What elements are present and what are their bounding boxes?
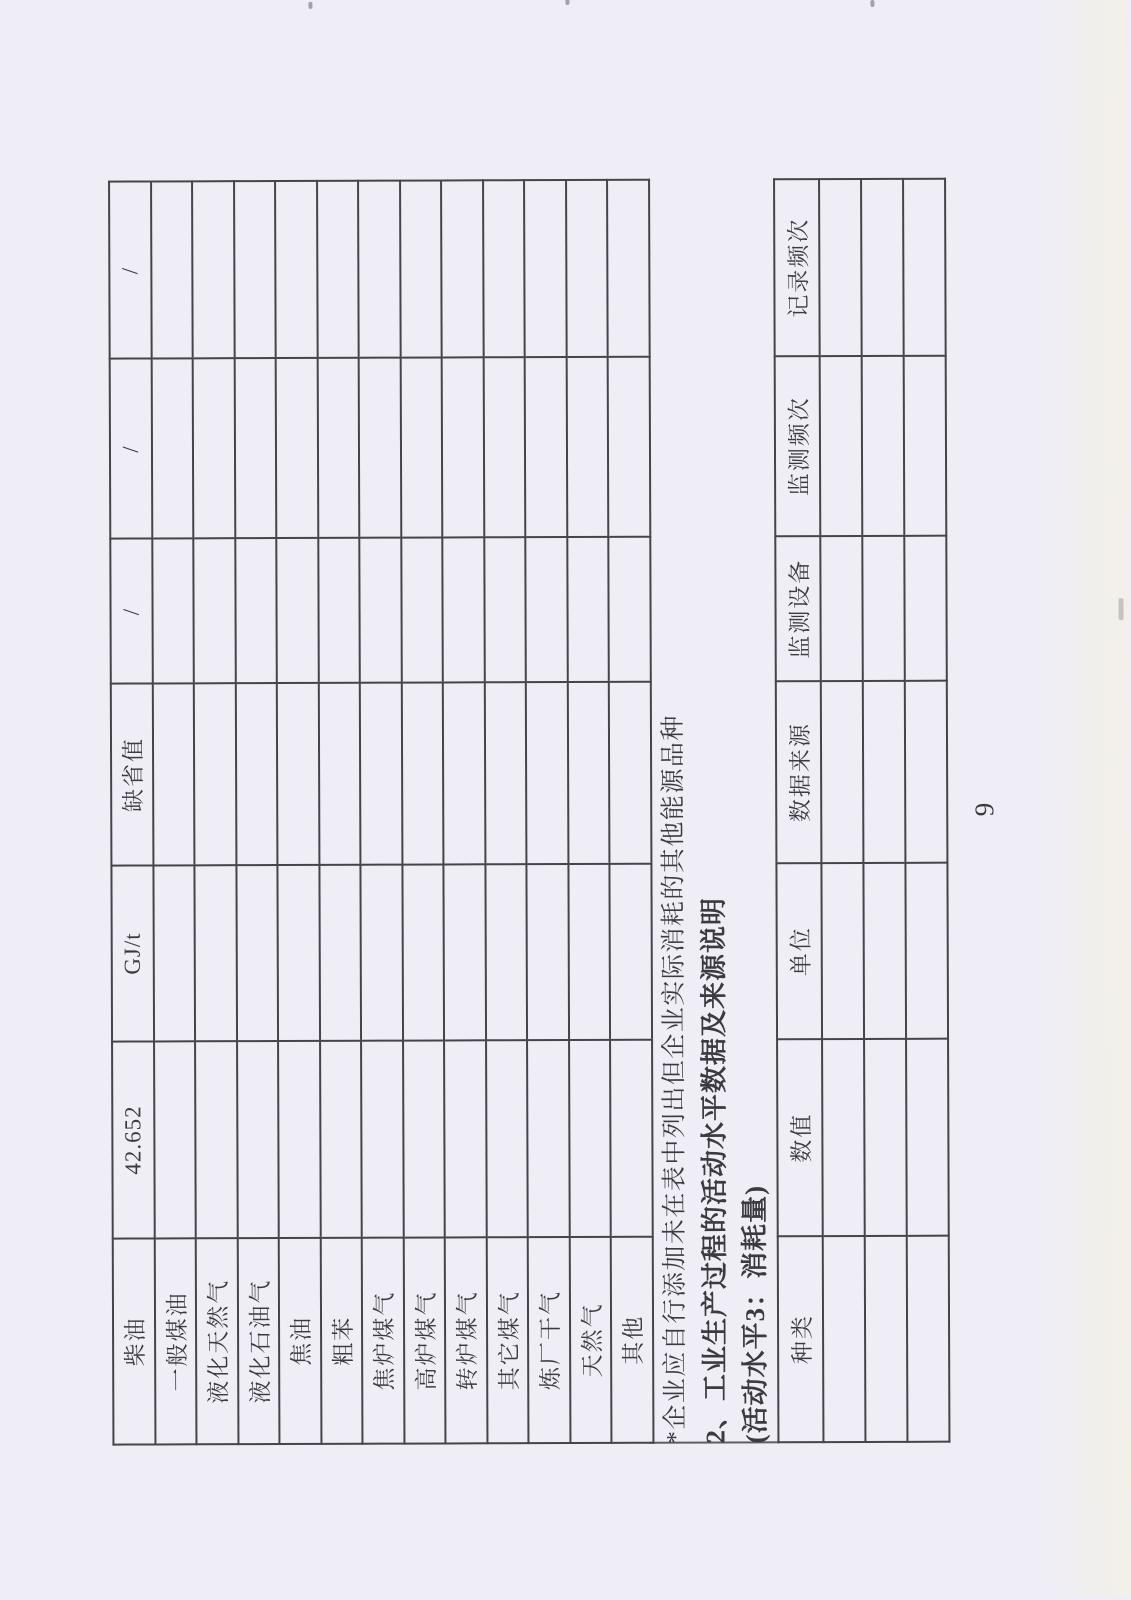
fuel-kind-cell: 液化石油气 (237, 1238, 279, 1444)
monitor-device-cell (484, 537, 526, 682)
record-freq-cell (192, 181, 234, 358)
monitor-device-cell (359, 538, 401, 683)
record-freq-cell (483, 180, 525, 357)
record-freq-cell: / (109, 181, 151, 358)
record-freq-cell (234, 181, 276, 358)
scan-speck (870, 0, 874, 7)
record-freq-cell (400, 180, 442, 357)
monitor-freq-cell (151, 358, 193, 538)
value-cell (154, 1041, 196, 1238)
unit-cell (568, 864, 610, 1040)
table-row (607, 180, 653, 1443)
data-source-cell (484, 682, 526, 864)
value-cell (403, 1040, 445, 1237)
monitor-freq-cell (317, 358, 359, 538)
data-source-cell (360, 683, 402, 865)
fuel-kind-cell: 高炉煤气 (403, 1237, 445, 1443)
fuel-kind-cell: 其它煤气 (486, 1237, 528, 1443)
value-cell (527, 1040, 569, 1237)
value-cell (195, 1041, 237, 1238)
data-source-cell (443, 682, 485, 864)
value-cell (569, 1040, 611, 1237)
monitor-device-cell (567, 537, 609, 682)
header-value: 数值 (777, 1039, 823, 1236)
fuel-kind-cell: 柴油 (113, 1238, 155, 1444)
table-row (441, 180, 487, 1443)
scan-speck (308, 2, 312, 9)
value-cell (361, 1041, 403, 1238)
monitor-device-cell (276, 538, 318, 683)
data-source-cell (401, 682, 443, 864)
header-monitor-device: 监测设备 (775, 536, 821, 681)
consumption-table (773, 178, 950, 1444)
value-cell (237, 1041, 279, 1238)
data-source-cell (609, 682, 651, 864)
monitor-freq-cell: / (110, 358, 152, 538)
header-row (774, 179, 823, 1442)
table-row (566, 180, 612, 1443)
unit-cell (526, 864, 568, 1040)
table-footnote: *企业应自行添加未在表中列出但企业实际消耗的其他能源品种 (659, 714, 690, 1444)
unit-cell (402, 864, 444, 1040)
section-2-subtitle: (活动水平3：消耗量) (739, 1184, 771, 1444)
fuel-parameter-table (108, 179, 654, 1446)
unit-cell (360, 865, 402, 1041)
empty-data-row (861, 179, 907, 1442)
unit-cell (319, 865, 361, 1041)
table-row (192, 181, 238, 1444)
data-source-cell (152, 683, 194, 865)
monitor-freq-cell (359, 358, 401, 538)
fuel-kind-cell: 其他 (611, 1237, 653, 1443)
table-row (234, 181, 280, 1444)
header-monitor-freq: 监测频次 (775, 356, 821, 536)
value-cell (486, 1040, 528, 1237)
monitor-device-cell (318, 538, 360, 683)
monitor-freq-cell (276, 358, 318, 538)
record-freq-cell (566, 180, 608, 357)
table-row (358, 181, 404, 1444)
scan-smudge (1119, 598, 1124, 620)
monitor-freq-cell (193, 358, 235, 538)
section-2-title: 2、工业生产过程的活动水平数据及来源说明 (698, 896, 731, 1444)
unit-cell: GJ/t (111, 865, 153, 1041)
empty-data-row (819, 179, 865, 1442)
table-row (524, 180, 570, 1443)
fuel-kind-cell: 焦炉煤气 (362, 1238, 404, 1444)
record-freq-cell (151, 181, 193, 358)
record-freq-cell (358, 181, 400, 358)
data-source-cell (567, 682, 609, 864)
header-kind: 种类 (778, 1236, 824, 1442)
value-cell (320, 1041, 362, 1238)
data-source-cell (318, 683, 360, 865)
fuel-kind-cell: 焦油 (279, 1238, 321, 1444)
monitor-device-cell (235, 538, 277, 683)
monitor-device-cell (193, 538, 235, 683)
data-source-cell (526, 682, 568, 864)
record-freq-cell (441, 180, 483, 357)
empty-data-row (903, 179, 949, 1442)
header-unit: 单位 (776, 863, 822, 1039)
monitor-device-cell (525, 537, 567, 682)
fuel-kind-cell: 粗苯 (320, 1238, 362, 1444)
monitor-freq-cell (442, 357, 484, 537)
record-freq-cell (607, 180, 649, 357)
monitor-freq-cell (400, 357, 442, 537)
unit-cell (277, 865, 319, 1041)
monitor-freq-cell (525, 357, 567, 537)
header-record-freq: 记录频次 (774, 179, 820, 356)
monitor-device-cell (442, 537, 484, 682)
table-row-diesel (109, 181, 155, 1444)
unit-cell (609, 864, 651, 1040)
header-data-source: 数据来源 (776, 681, 822, 863)
monitor-device-cell: / (110, 538, 152, 683)
fuel-kind-cell: 炼厂干气 (528, 1237, 570, 1443)
unit-cell (194, 865, 236, 1041)
table-row (400, 180, 446, 1443)
data-source-cell (194, 683, 236, 865)
unit-cell (236, 865, 278, 1041)
value-cell (444, 1040, 486, 1237)
data-source-cell: 缺省值 (111, 683, 153, 865)
scan-speck (565, 0, 569, 5)
table-row (151, 181, 197, 1444)
record-freq-cell (524, 180, 566, 357)
monitor-freq-cell (566, 357, 608, 537)
value-cell (278, 1041, 320, 1238)
unit-cell (485, 864, 527, 1040)
monitor-freq-cell (483, 357, 525, 537)
record-freq-cell (317, 181, 359, 358)
value-cell: 42.652 (112, 1041, 154, 1238)
table-row (317, 181, 363, 1444)
unit-cell (443, 864, 485, 1040)
value-cell (610, 1040, 652, 1237)
fuel-kind-cell: 天然气 (569, 1237, 611, 1443)
page-number: 9 (969, 802, 1000, 817)
fuel-kind-cell: 转炉煤气 (445, 1237, 487, 1443)
table-row (483, 180, 529, 1443)
fuel-kind-cell: 一般煤油 (154, 1238, 196, 1444)
monitor-device-cell (608, 537, 650, 682)
monitor-device-cell (152, 538, 194, 683)
monitor-freq-cell (234, 358, 276, 538)
table-row (275, 181, 321, 1444)
record-freq-cell (275, 181, 317, 358)
data-source-cell (277, 683, 319, 865)
data-source-cell (235, 683, 277, 865)
fuel-kind-cell: 液化天然气 (196, 1238, 238, 1444)
monitor-device-cell (401, 537, 443, 682)
monitor-freq-cell (608, 357, 650, 537)
unit-cell (153, 865, 195, 1041)
